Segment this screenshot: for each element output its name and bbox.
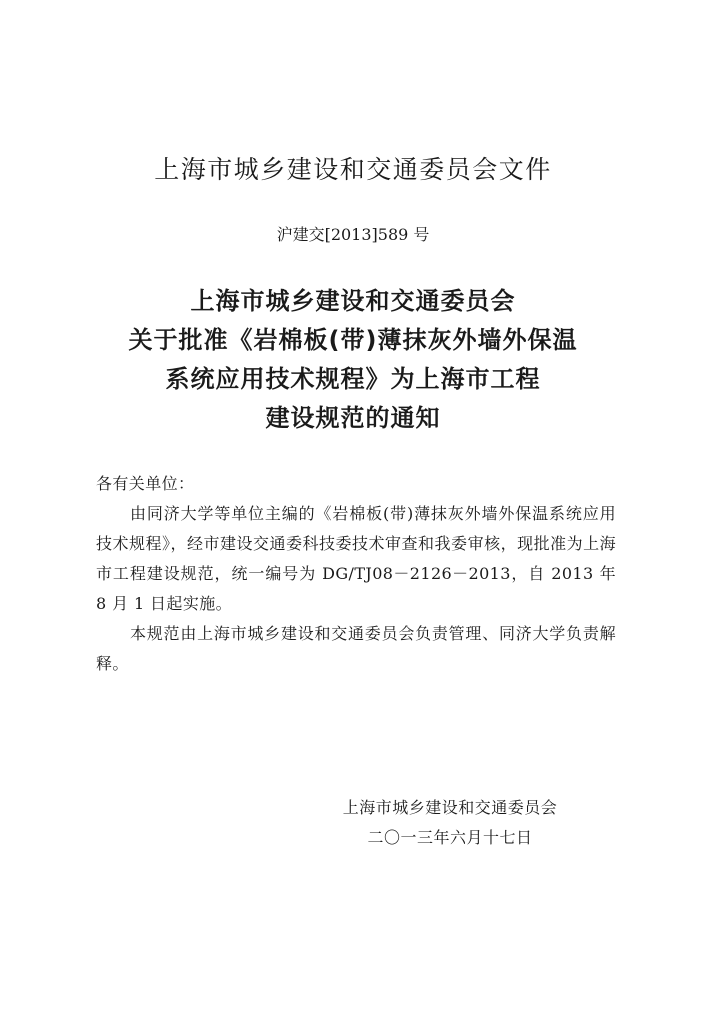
salutation: 各有关单位： — [96, 474, 195, 493]
title-line: 系统应用技术规程》为上海市工程 — [165, 365, 541, 393]
body-paragraph: 本规范由上海市城乡建设和交通委员会负责管理、同济大学负责解释。 — [96, 624, 616, 673]
issuer-heading: 上海市城乡建设和交通委员会文件 — [154, 155, 552, 184]
signing-date: 二〇一三年六月十七日 — [367, 828, 533, 847]
title-line: 建设规范的通知 — [265, 404, 441, 432]
body-paragraph: 由同济大学等单位主编的《岩棉板(带)薄抹灰外墙外保温系统应用技术规程》，经市建设交通委科技委技术审查和我委审核，现批准为上海市工程建设规范，统一编号为 DG/TJ08－2126－2013，自 2013 年 8 月 1 日起实施。 — [96, 504, 616, 613]
document-number: 沪建交[2013]589 号 — [276, 225, 430, 244]
signature-block — [320, 793, 580, 853]
signing-organization: 上海市城乡建设和交通委员会 — [342, 798, 558, 817]
title-line: 上海市城乡建设和交通委员会 — [190, 287, 516, 315]
notice-body — [96, 469, 616, 679]
notice-title — [0, 282, 706, 438]
title-line: 关于批准《岩棉板(带)薄抹灰外墙外保温 — [128, 326, 578, 354]
